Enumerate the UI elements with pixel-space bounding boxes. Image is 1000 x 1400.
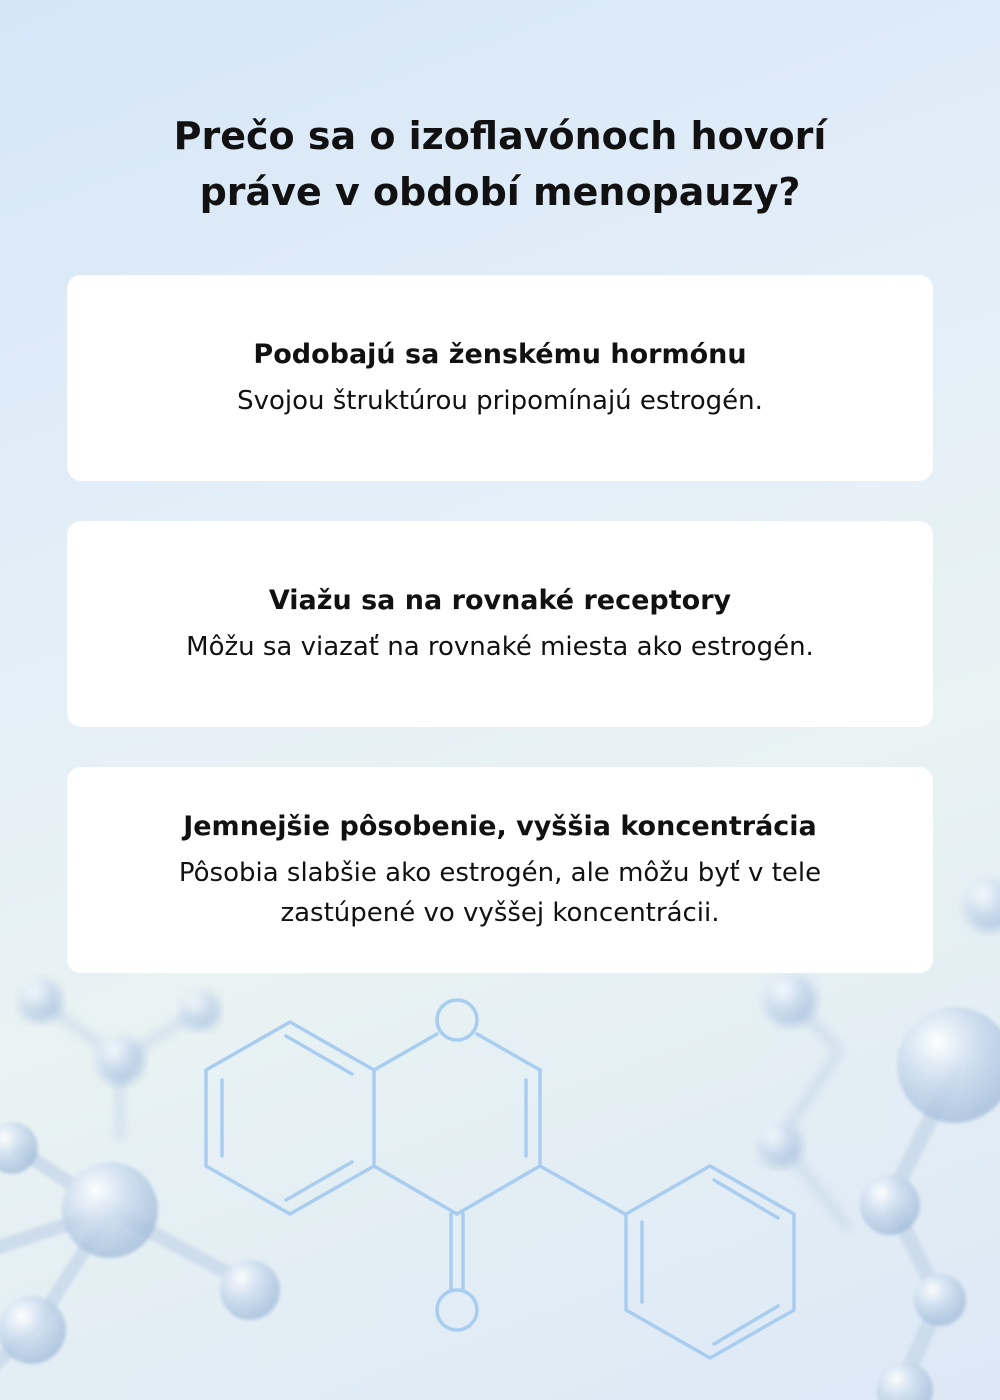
card-title: Viažu sa na rovnaké receptory <box>268 585 732 616</box>
card-title: Podobajú sa ženskému hormónu <box>253 339 747 370</box>
isoflavone-structure-icon <box>0 980 1000 1400</box>
card-text-line: Svojou štruktúrou pripomínajú estrogén. <box>237 386 763 416</box>
info-card-hormone-similarity <box>67 275 933 481</box>
page-title-line-1: Prečo sa o izoflavónoch hovorí <box>173 114 827 158</box>
card-text <box>116 627 884 667</box>
card-text <box>109 853 891 933</box>
info-card-concentration <box>67 767 933 973</box>
card-text-line: Pôsobia slabšie ako estrogén, ale môžu byť v tele <box>178 858 822 888</box>
page-title <box>0 108 1000 220</box>
info-card-receptor-binding <box>67 521 933 727</box>
card-text <box>167 381 833 421</box>
card-text-line: zastúpené vo vyššej koncentrácii. <box>280 898 720 928</box>
card-title: Jemnejšie pôsobenie, vyššia koncentrácia <box>183 811 817 842</box>
page-title-line-2: práve v období menopauzy? <box>199 170 801 214</box>
card-text-line: Môžu sa viazať na rovnaké miesta ako estrogén. <box>186 632 814 662</box>
